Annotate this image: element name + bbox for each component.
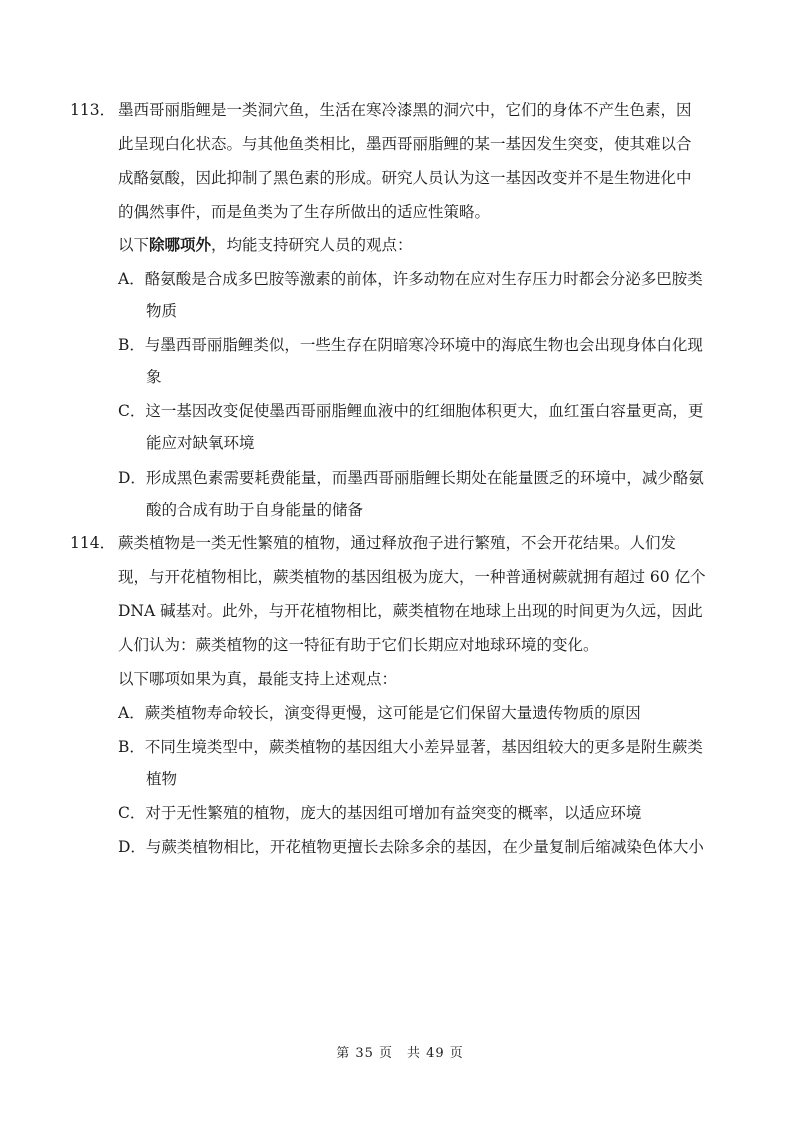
option-b[interactable]: B．与墨西哥丽脂鲤类似，一些生存在阴暗寒冷环境中的海底生物也会出现身体白化现 <box>118 336 703 354</box>
stem-line: 墨西哥丽脂鲤是一类洞穴鱼，生活在寒冷漆黑的洞穴中，它们的身体不产生色素，因 <box>118 101 692 119</box>
option-d[interactable]: D．与蕨类植物相比，开花植物更擅长去除多余的基因，在少量复制后缩减染色体大小 <box>118 838 704 856</box>
stem-line: 成酪氨酸，因此抑制了黑色素的形成。研究人员认为这一基因改变并不是生物进化中 <box>118 169 692 187</box>
question-number: 113． <box>70 101 116 119</box>
option-b-cont: 象 <box>146 368 162 386</box>
option-c[interactable]: C．这一基因改变促使墨西哥丽脂鲤血液中的红细胞体积更大，血红蛋白容量更高，更 <box>118 402 704 420</box>
option-a-cont: 物质 <box>146 302 178 320</box>
option-b[interactable]: B．不同生境类型中，蕨类植物的基因组大小差异显著，基因组较大的更多是附生蕨类 <box>118 738 703 756</box>
option-a[interactable]: A．蕨类植物寿命较长，演变得更慢，这可能是它们保留大量遗传物质的原因 <box>118 704 641 722</box>
option-d[interactable]: D．形成黑色素需要耗费能量，而墨西哥丽脂鲤长期处在能量匮乏的环境中，减少酪氨 <box>118 469 704 487</box>
page-number-footer: 第 35 页 共 49 页 <box>336 1046 464 1061</box>
stem-line: 蕨类植物是一类无性繁殖的植物，通过释放孢子进行繁殖，不会开花结果。人们发 <box>118 534 677 552</box>
stem-line: 此呈现白化状态。与其他鱼类相比，墨西哥丽脂鲤的某一基因发生突变，使其难以合 <box>118 135 692 153</box>
option-d-cont: 酸的合成有助于自身能量的储备 <box>146 501 364 519</box>
option-a[interactable]: A．酪氨酸是合成多巴胺等激素的前体，许多动物在应对生存压力时都会分泌多巴胺类 <box>118 270 703 288</box>
stem-line: 的偶然事件，而是鱼类为了生存所做出的适应性策略。 <box>118 203 491 221</box>
question-number: 114． <box>70 534 116 552</box>
option-b-cont: 植物 <box>146 770 178 788</box>
prompt-emphasis: 除哪项外 <box>149 235 212 254</box>
question-prompt: 以下哪项如果为真，最能支持上述观点： <box>118 670 398 688</box>
option-c[interactable]: C．对于无性繁殖的植物，庞大的基因组可增加有益突变的概率，以适应环境 <box>118 804 642 822</box>
stem-line: 现，与开花植物相比，蕨类植物的基因组极为庞大，一种普通树蕨就拥有超过 60 亿个 <box>118 568 706 586</box>
option-c-cont: 能应对缺氧环境 <box>146 434 255 452</box>
stem-line: 人们认为：蕨类植物的这一特征有助于它们长期应对地球环境的变化。 <box>118 636 599 654</box>
question-prompt: 以下除哪项外，均能支持研究人员的观点： <box>118 235 413 254</box>
stem-line: DNA 碱基对。此外，与开花植物相比，蕨类植物在地球上出现的时间更为久远，因此 <box>118 602 703 620</box>
